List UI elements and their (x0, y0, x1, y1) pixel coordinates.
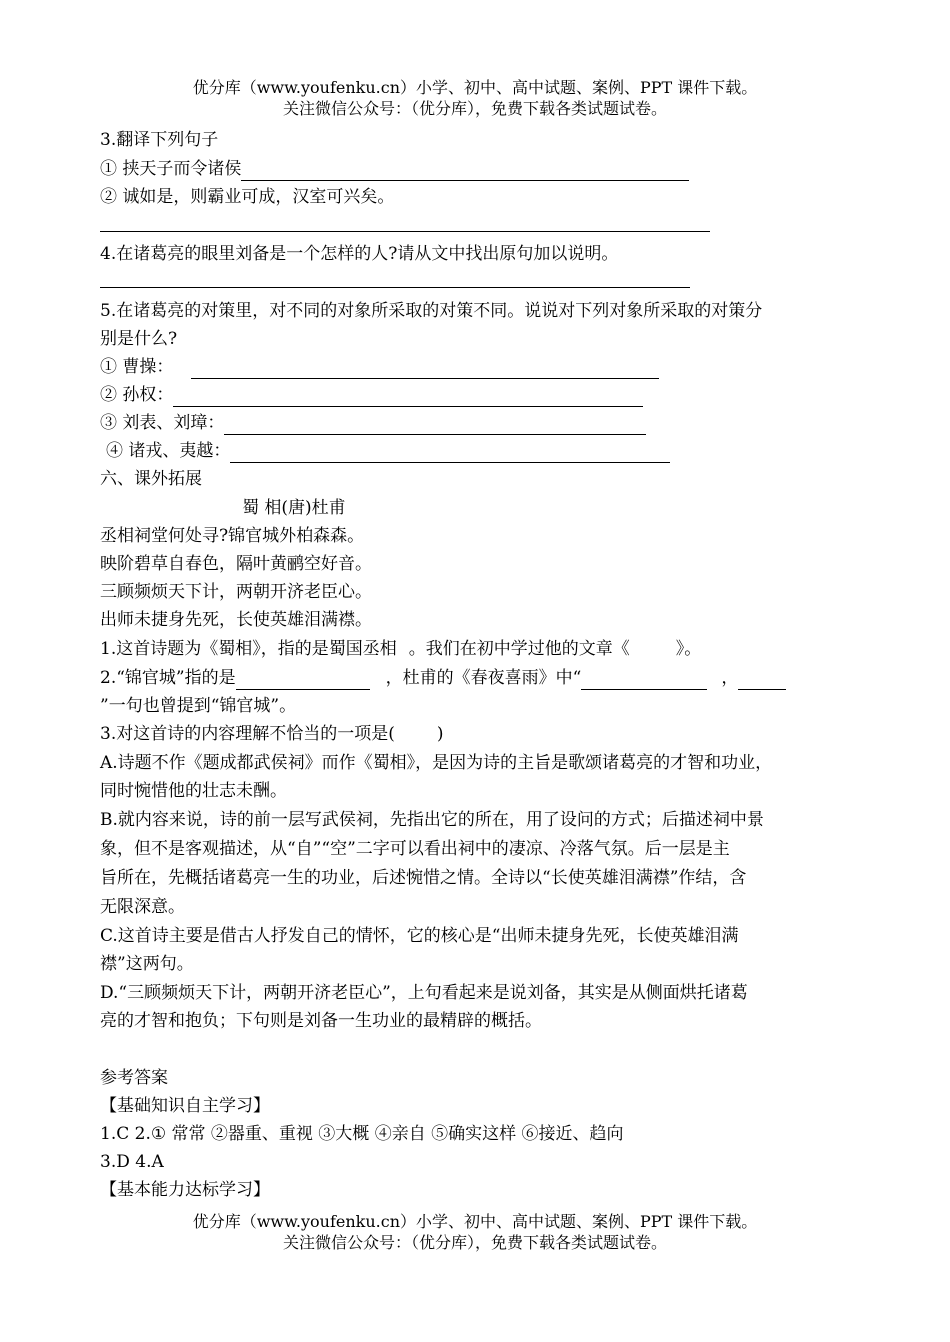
answers-section-basic: 【基础知识自主学习】 (100, 1096, 270, 1116)
q4-text: 4.在诸葛亮的眼里刘备是一个怎样的人?请从文中找出原句加以说明。 (100, 244, 619, 264)
s6-q3-close: ) (436, 724, 444, 744)
answers-section-ability: 【基本能力达标学习】 (100, 1180, 270, 1200)
answers-line-1: 1.C 2.① 常常 ②器重、重视 ③大概 ④亲自 ⑤确实这样 ⑥接近、趋向 (100, 1124, 624, 1144)
poem-line-4: 出师未捷身先死，长使英雄泪满襟。 (100, 610, 372, 630)
option-c-line-1: C.这首诗主要是借古人抒发自己的情怀，它的核心是“出师未捷身先死，长使英雄泪满 (100, 926, 739, 946)
s6-q1-end: 》。 (675, 639, 702, 659)
q5-item-4 (106, 439, 670, 463)
answers-line-2: 3.D 4.A (100, 1152, 164, 1172)
answer-blank (738, 671, 786, 690)
q5-item-3-text: ③ 刘表、刘璋： (100, 413, 225, 433)
answer-line (100, 231, 710, 232)
option-d-line-1: D.“三顾频烦天下计，两朝开济老臣心”，上句看起来是说刘备，其实是从侧面烘托诸葛 (100, 983, 748, 1003)
answer-blank (224, 416, 646, 435)
s6-q2-start: 2.“锦官城”指的是 (100, 668, 236, 688)
option-a-line-2: 同时惋惜他的壮志未酬。 (100, 781, 287, 801)
q5-item-1 (100, 355, 659, 379)
option-b-line-3: 旨所在，先概括诸葛亮一生的功业，后述惋惜之情。全诗以“长使英雄泪满襟”作结，含 (100, 868, 747, 888)
q3-title: 3.翻译下列句子 (100, 130, 219, 150)
q5-line-1: 5.在诸葛亮的对策里，对不同的对象所采取的对策不同。说说对下列对象所采取的对策分 (100, 301, 763, 321)
option-b-line-2: 象，但不是客观描述，从“自”“空”二字可以看出祠中的凄凉、冷落气氛。后一层是主 (100, 839, 730, 859)
answer-line (100, 287, 690, 288)
option-c-line-2: 襟”这两句。 (100, 954, 194, 974)
header-line-2: 关注微信公众号：（优分库），免费下载各类试题试卷。 (282, 99, 667, 118)
option-b-line-1: B.就内容来说，诗的前一层写武侯祠，先指出它的所在，用了设问的方式；后描述祠中景 (100, 810, 764, 830)
answers-title: 参考答案 (100, 1068, 168, 1088)
q3-item-1 (100, 157, 689, 181)
answer-blank (173, 388, 643, 407)
footer-line-2: 关注微信公众号：（优分库），免费下载各类试题试卷。 (282, 1233, 667, 1252)
s6-question-3 (100, 722, 444, 746)
s6-question-2 (100, 666, 786, 690)
q5-line-2: 别是什么? (100, 329, 178, 349)
s6-question-2-line-2: ”一句也曾提到“锦官城”。 (100, 696, 297, 716)
s6-q2-mid: ，杜甫的《春夜喜雨》中“ (385, 668, 582, 688)
s6-q1-before: 1.这首诗题为《蜀相》，指的是蜀国丞相 (100, 639, 397, 659)
answer-blank (581, 671, 707, 690)
poem-line-1: 丞相祠堂何处寻?锦官城外柏森森。 (100, 526, 365, 546)
s6-q1-after: 。我们在初中学过他的文章《 (408, 639, 630, 659)
q3-item-1-text: ① 挟天子而令诸侯 (100, 159, 242, 179)
answer-blank (236, 671, 370, 690)
q5-item-1-text: ① 曹操： (100, 357, 174, 377)
q5-item-2-text: ② 孙权： (100, 385, 174, 405)
poem-title: 蜀 相(唐)杜甫 (242, 498, 346, 518)
q5-item-3 (100, 411, 646, 435)
q3-item-2: ② 诚如是，则霸业可成，汉室可兴矣。 (100, 187, 395, 207)
poem-line-2: 映阶碧草自春色，隔叶黄鹂空好音。 (100, 554, 372, 574)
answer-blank (230, 444, 670, 463)
s6-q2-comma: ， (721, 668, 739, 688)
s6-q3-stem: 3.对这首诗的内容理解不恰当的一项是( (100, 724, 395, 744)
answer-blank (241, 162, 689, 181)
q5-item-4-text: ④ 诸戎、夷越： (106, 441, 231, 461)
header-line-1: 优分库（www.youfenku.cn）小学、初中、高中试题、案例、PPT 课件下载。 (192, 78, 758, 97)
option-b-line-4: 无限深意。 (100, 897, 185, 917)
poem-line-3: 三顾频烦天下计，两朝开济老臣心。 (100, 582, 372, 602)
answer-blank (191, 360, 659, 379)
option-d-line-2: 亮的才智和抱负；下句则是刘备一生功业的最精辟的概括。 (100, 1011, 542, 1031)
section-6-title: 六、课外拓展 (100, 469, 202, 489)
option-a-line-1: A.诗题不作《题成都武侯祠》而作《蜀相》，是因为诗的主旨是歌颂诸葛亮的才智和功业， (100, 753, 773, 773)
q5-item-2 (100, 383, 643, 407)
s6-question-1 (100, 637, 701, 661)
footer-line-1: 优分库（www.youfenku.cn）小学、初中、高中试题、案例、PPT 课件下载。 (192, 1212, 758, 1231)
